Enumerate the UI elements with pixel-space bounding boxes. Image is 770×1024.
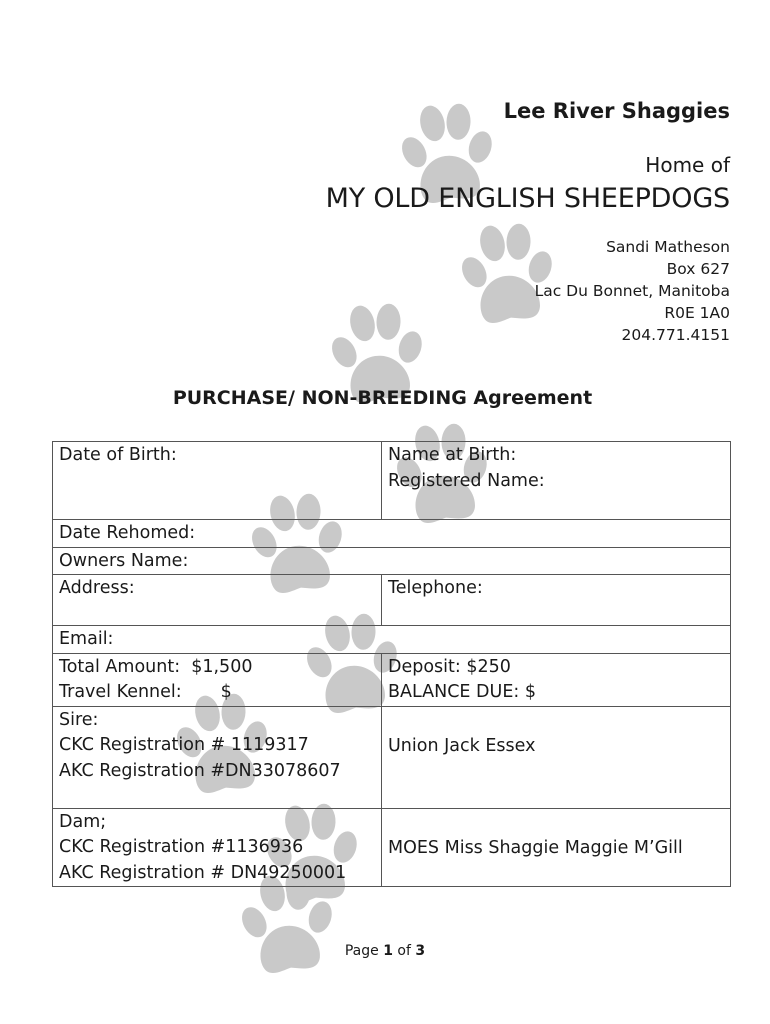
name-at-birth-label: Name at Birth: (388, 445, 517, 465)
page-headline: MY OLD ENGLISH SHEEPDOGS (325, 183, 730, 214)
page-footer (0, 940, 770, 962)
total-amount-label: Total Amount: $1,500 (59, 656, 253, 677)
date-of-birth-label: Date of Birth: (59, 445, 177, 465)
total-pages-number: 3 (415, 943, 426, 959)
contact-block (326, 236, 730, 346)
address-label: Address: (59, 578, 135, 598)
registered-name-label: Registered Name: (388, 470, 545, 491)
owners-name-label: Owners Name: (59, 550, 189, 571)
table-row (53, 808, 731, 887)
balance-due-label: BALANCE DUE: $ (388, 682, 536, 702)
travel-kennel-label: Travel Kennel: $ (59, 682, 232, 702)
table-row (53, 575, 731, 626)
dam-name: MOES Miss Shaggie Maggie M’Gill (388, 837, 683, 858)
contact-city: Lac Du Bonnet, Manitoba (534, 282, 730, 300)
telephone-field[interactable] (382, 575, 731, 626)
email-field[interactable] (53, 626, 731, 654)
table-row (53, 706, 731, 808)
email-label: Email: (59, 629, 114, 649)
owners-name-field[interactable] (53, 547, 731, 575)
name-fields-cell[interactable] (382, 442, 731, 520)
sire-name-cell (382, 706, 731, 808)
payment-cell[interactable] (382, 653, 731, 706)
agreement-form-table (52, 441, 731, 887)
current-page-number: 1 (383, 943, 393, 959)
dam-label: Dam; (59, 811, 107, 832)
dam-registration-cell (53, 808, 382, 887)
table-row (53, 626, 731, 654)
sire-name: Union Jack Essex (388, 735, 536, 756)
dam-ckc-registration: CKC Registration #1136936 (59, 837, 304, 857)
table-row (53, 653, 731, 706)
sire-akc-registration: AKC Registration #DN33078607 (59, 760, 341, 781)
sire-label: Sire: (59, 709, 99, 730)
telephone-label: Telephone: (388, 578, 483, 598)
date-rehomed-label: Date Rehomed: (59, 523, 196, 543)
page-word: Page (344, 943, 379, 959)
table-row (53, 442, 731, 520)
letterhead (326, 96, 730, 346)
agreement-title: PURCHASE/ NON-BREEDING Agreement (172, 387, 593, 409)
contact-name: Sandi Matheson (606, 238, 730, 256)
contact-phone: 204.771.4151 (621, 326, 730, 344)
contact-postal-code: R0E 1A0 (664, 304, 730, 322)
deposit-label: Deposit: $250 (388, 656, 511, 677)
home-of-label: Home of (645, 153, 730, 177)
date-of-birth-field[interactable] (53, 442, 382, 520)
of-word: of (397, 943, 411, 959)
date-rehomed-field[interactable] (53, 520, 731, 548)
sire-registration-cell (53, 706, 382, 808)
contact-box: Box 627 (666, 260, 730, 278)
amount-cell[interactable] (53, 653, 382, 706)
sire-ckc-registration: CKC Registration # 1119317 (59, 735, 309, 755)
address-field[interactable] (53, 575, 382, 626)
dam-name-cell (382, 808, 731, 887)
dam-akc-registration: AKC Registration # DN49250001 (59, 862, 347, 883)
table-row (53, 547, 731, 575)
table-row (53, 520, 731, 548)
kennel-name: Lee River Shaggies (503, 99, 730, 123)
